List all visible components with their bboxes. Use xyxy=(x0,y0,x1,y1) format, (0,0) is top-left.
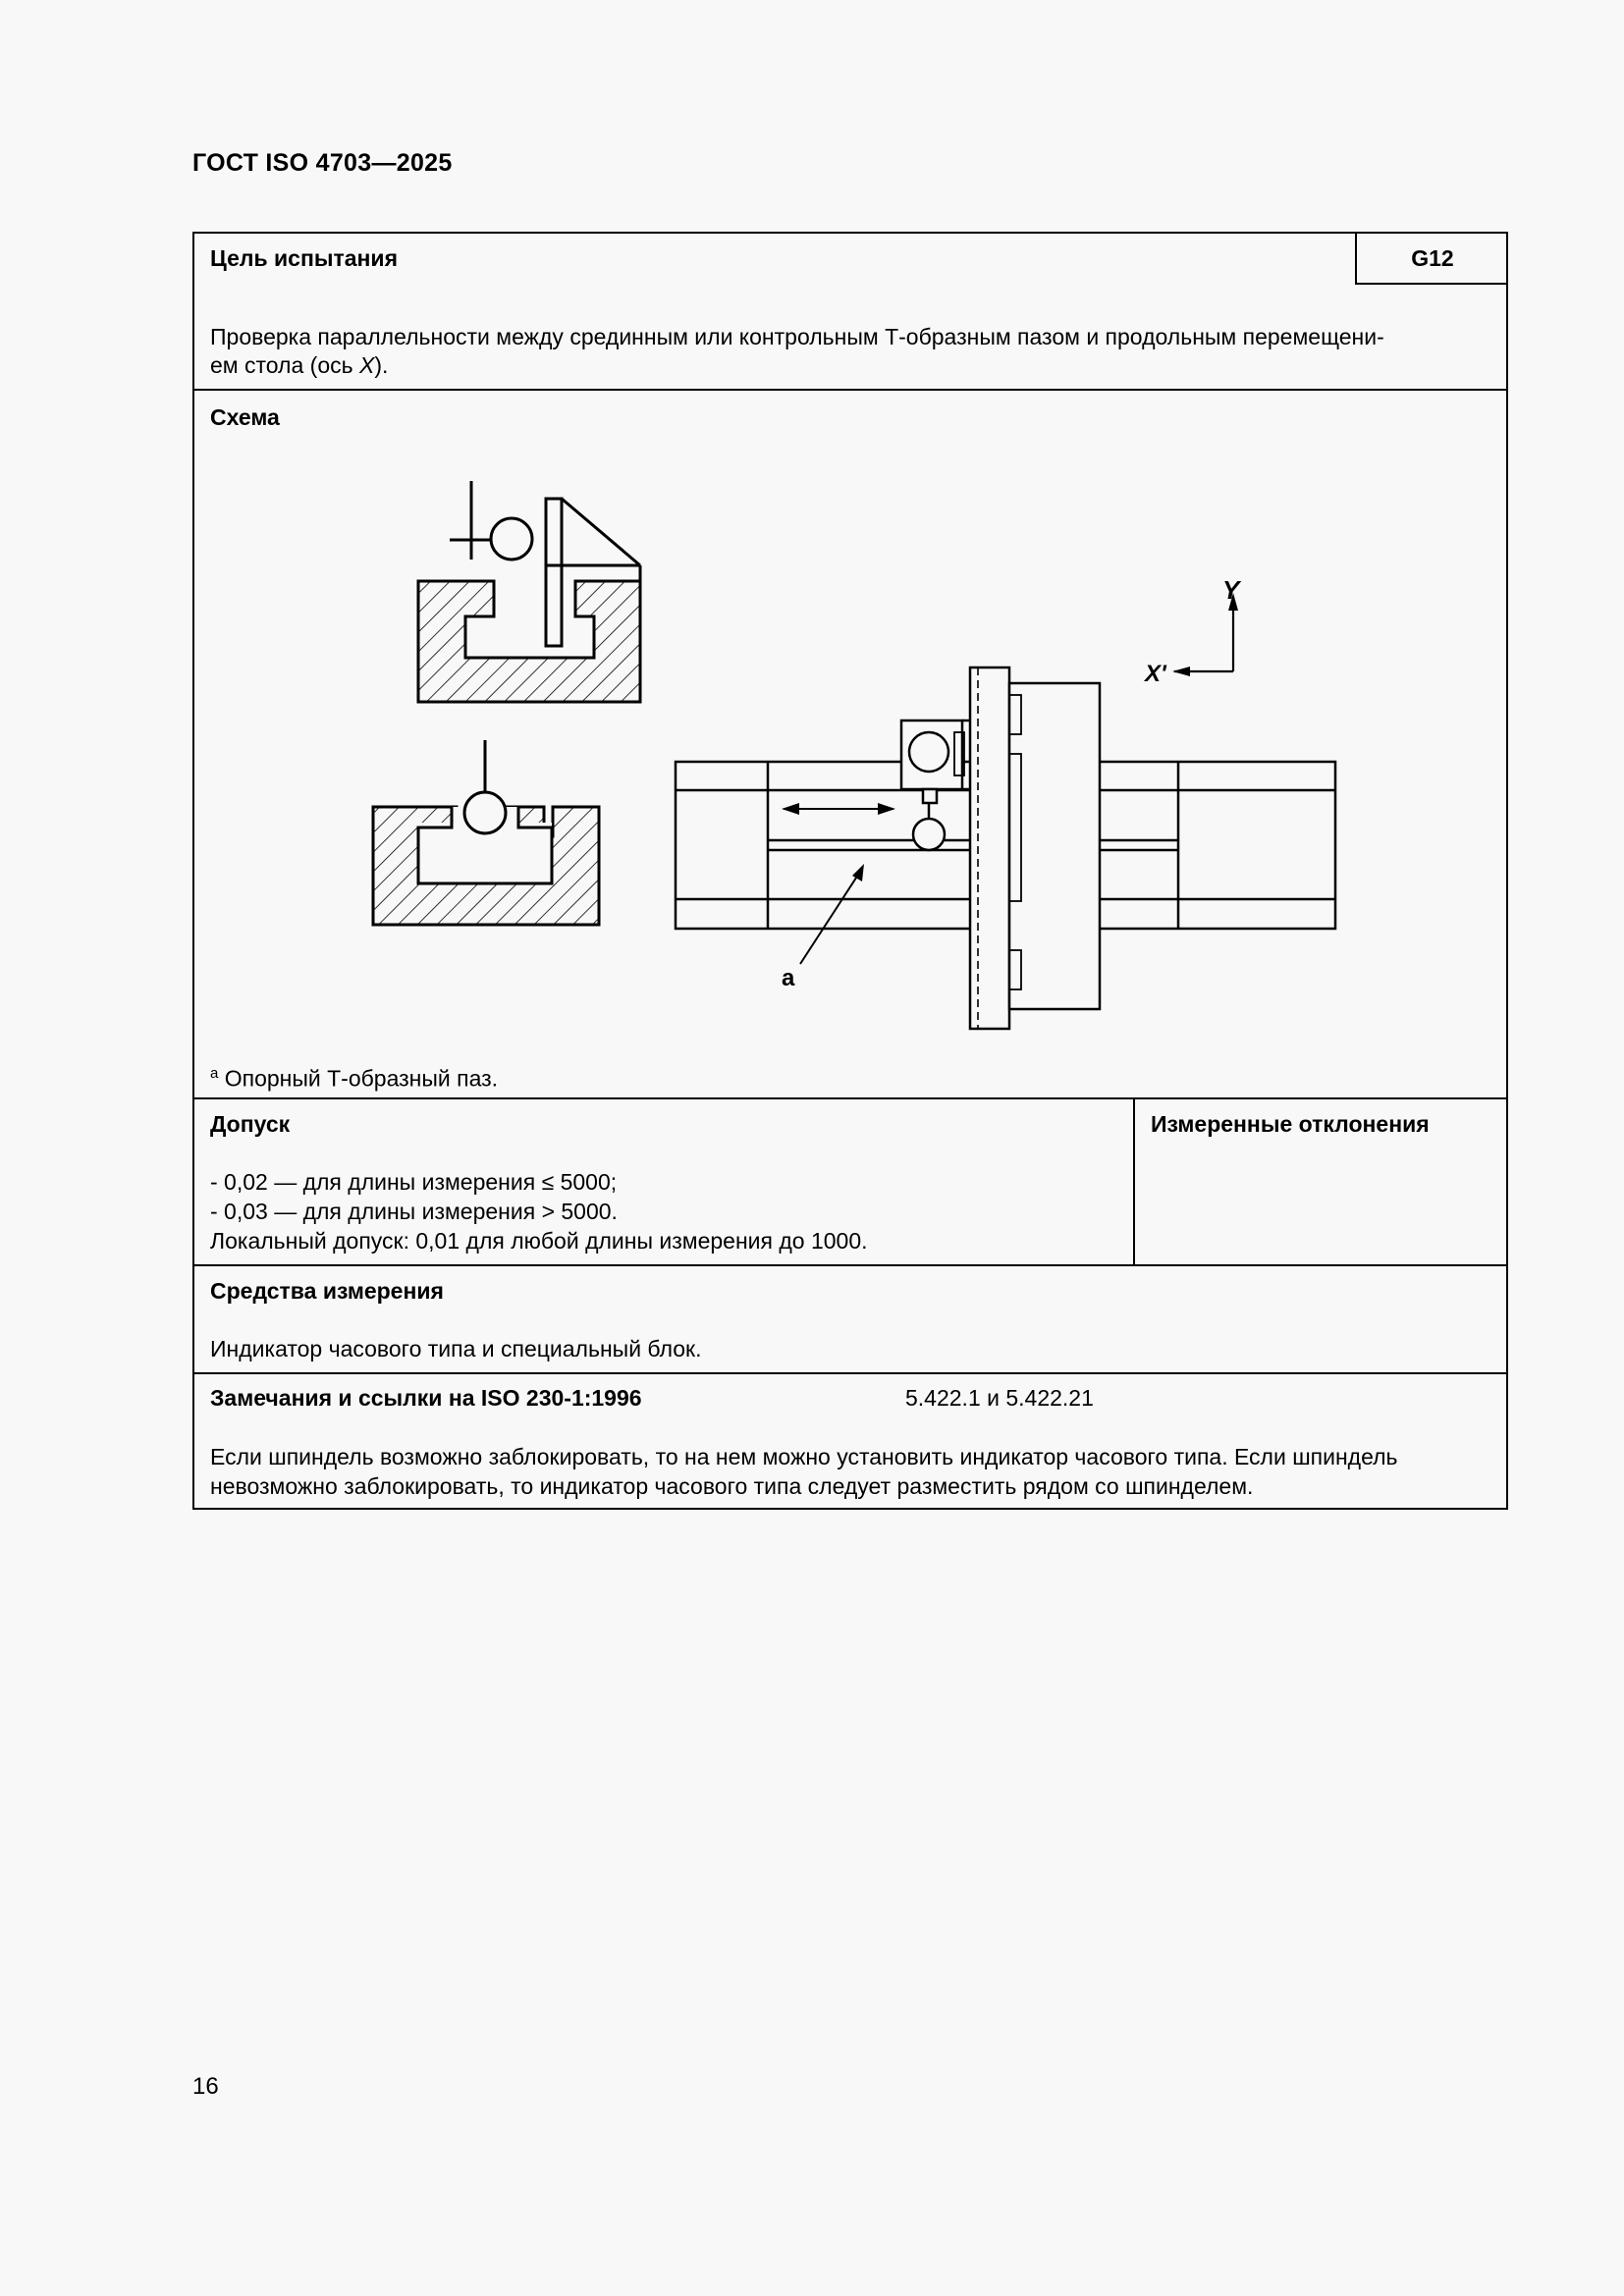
measured-deviations-label: Измеренные отклонения xyxy=(1151,1111,1430,1137)
remarks-label: Замечания и ссылки на ISO 230-1:1996 xyxy=(210,1385,642,1411)
divider xyxy=(194,1264,1506,1266)
column-divider xyxy=(1133,1097,1135,1264)
bottom-section-view xyxy=(373,740,599,925)
axis-y-label: Y xyxy=(1222,575,1240,605)
objective-label: Цель испытания xyxy=(210,245,398,271)
remarks-text-line1: Если шпиндель возможно заблокировать, то на нем можно установить индикатор часового типа. Если шпиндель xyxy=(210,1444,1398,1469)
local-tolerance: Локальный допуск: 0,01 для любой длины измерения до 1000. xyxy=(210,1228,868,1254)
test-table xyxy=(192,232,1508,1510)
axis-indicator xyxy=(1172,593,1238,676)
remarks-references: 5.422.1 и 5.422.21 xyxy=(905,1385,1094,1411)
document-title: ГОСТ ISO 4703—2025 xyxy=(192,149,453,177)
scheme-label: Схема xyxy=(210,404,280,430)
instruments-text: Индикатор часового типа и специальный блок. xyxy=(210,1336,702,1362)
axis-x-italic: X xyxy=(358,352,375,378)
instruments-label: Средства измерения xyxy=(210,1278,444,1304)
top-section-view xyxy=(418,481,640,702)
test-code: G12 xyxy=(1411,244,1454,271)
scheme-drawing xyxy=(194,234,1506,1097)
tolerance-item-2: - 0,03 — для длины измерения > 5000. xyxy=(210,1199,618,1224)
tolerance-label: Допуск xyxy=(210,1111,291,1137)
callout-a: a xyxy=(782,965,795,991)
divider xyxy=(194,1097,1506,1099)
objective-text-line1: Проверка параллельности между срединным или контрольным Т-образным пазом и продольным перемещени- xyxy=(210,324,1384,349)
axis-x-label: X' xyxy=(1145,661,1166,687)
remarks-text-line2: невозможно заблокировать, то индикатор часового типа следует разместить рядом со шпинделем. xyxy=(210,1473,1254,1499)
plan-view xyxy=(676,667,1335,1029)
tolerance-item-1: - 0,02 — для длины измерения ≤ 5000; xyxy=(210,1169,618,1195)
footnote-mark: a xyxy=(210,1065,219,1082)
scheme-footnote: $^a$ Опорный Т-образный паз. xyxy=(210,1065,499,1092)
divider xyxy=(194,1372,1506,1374)
page-number: 16 xyxy=(192,2073,219,2100)
objective-text-line2: ем стола (ось X). xyxy=(210,352,389,378)
